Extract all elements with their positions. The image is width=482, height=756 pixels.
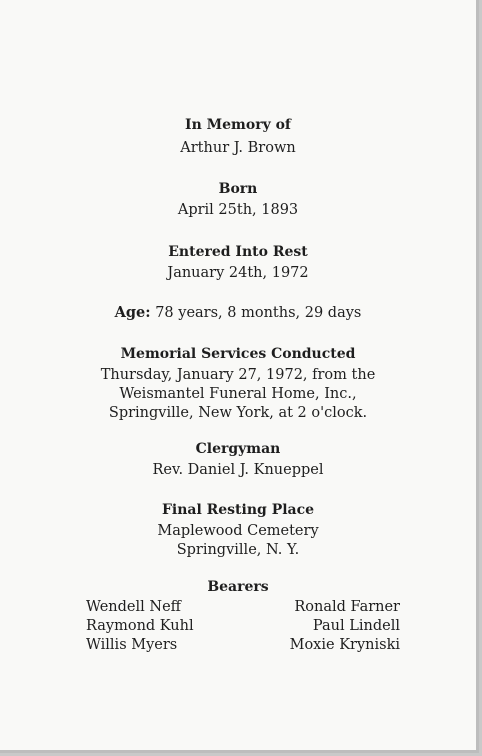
age-value: 78 years, 8 months, 29 days: [155, 305, 362, 321]
age-line: [0, 303, 476, 323]
rest-date: January 24th, 1972: [167, 265, 309, 281]
born-heading: Born: [218, 181, 258, 197]
clergy-heading: Clergyman: [195, 441, 281, 457]
bearers-section: [0, 578, 476, 596]
memory-heading: In Memory of: [185, 117, 291, 133]
rest-heading: Entered Into Rest: [168, 244, 308, 260]
born-section: [0, 180, 476, 220]
bearer-name: Ronald Farner: [294, 599, 400, 615]
bearer-name: Paul Lindell: [312, 618, 400, 634]
bearers-heading: Bearers: [207, 579, 269, 595]
services-section: [0, 345, 476, 423]
resting-section: [0, 501, 476, 560]
services-line: Thursday, January 27, 1972, from the: [100, 367, 376, 383]
resting-heading: Final Resting Place: [161, 502, 315, 518]
bearers-left-column: [86, 598, 194, 655]
memory-section: [0, 116, 476, 158]
resting-line: Maplewood Cemetery: [157, 523, 319, 539]
services-heading: Memorial Services Conducted: [120, 346, 356, 362]
bearer-name: Wendell Neff: [86, 599, 181, 615]
rest-section: [0, 243, 476, 283]
services-line: Weismantel Funeral Home, Inc.,: [119, 386, 357, 402]
resting-line: Springville, N. Y.: [176, 542, 300, 558]
bearers-right-column: [290, 598, 400, 655]
bearer-name: Willis Myers: [86, 637, 178, 653]
deceased-name: Arthur J. Brown: [180, 140, 296, 156]
services-line: Springville, New York, at 2 o'clock.: [108, 405, 368, 421]
bearer-name: Moxie Kryniski: [289, 637, 400, 653]
clergy-section: [0, 440, 476, 480]
bearer-name: Raymond Kuhl: [86, 618, 194, 634]
born-date: April 25th, 1893: [177, 202, 299, 218]
clergy-name: Rev. Daniel J. Knueppel: [152, 462, 324, 478]
age-label: Age:: [114, 304, 151, 321]
